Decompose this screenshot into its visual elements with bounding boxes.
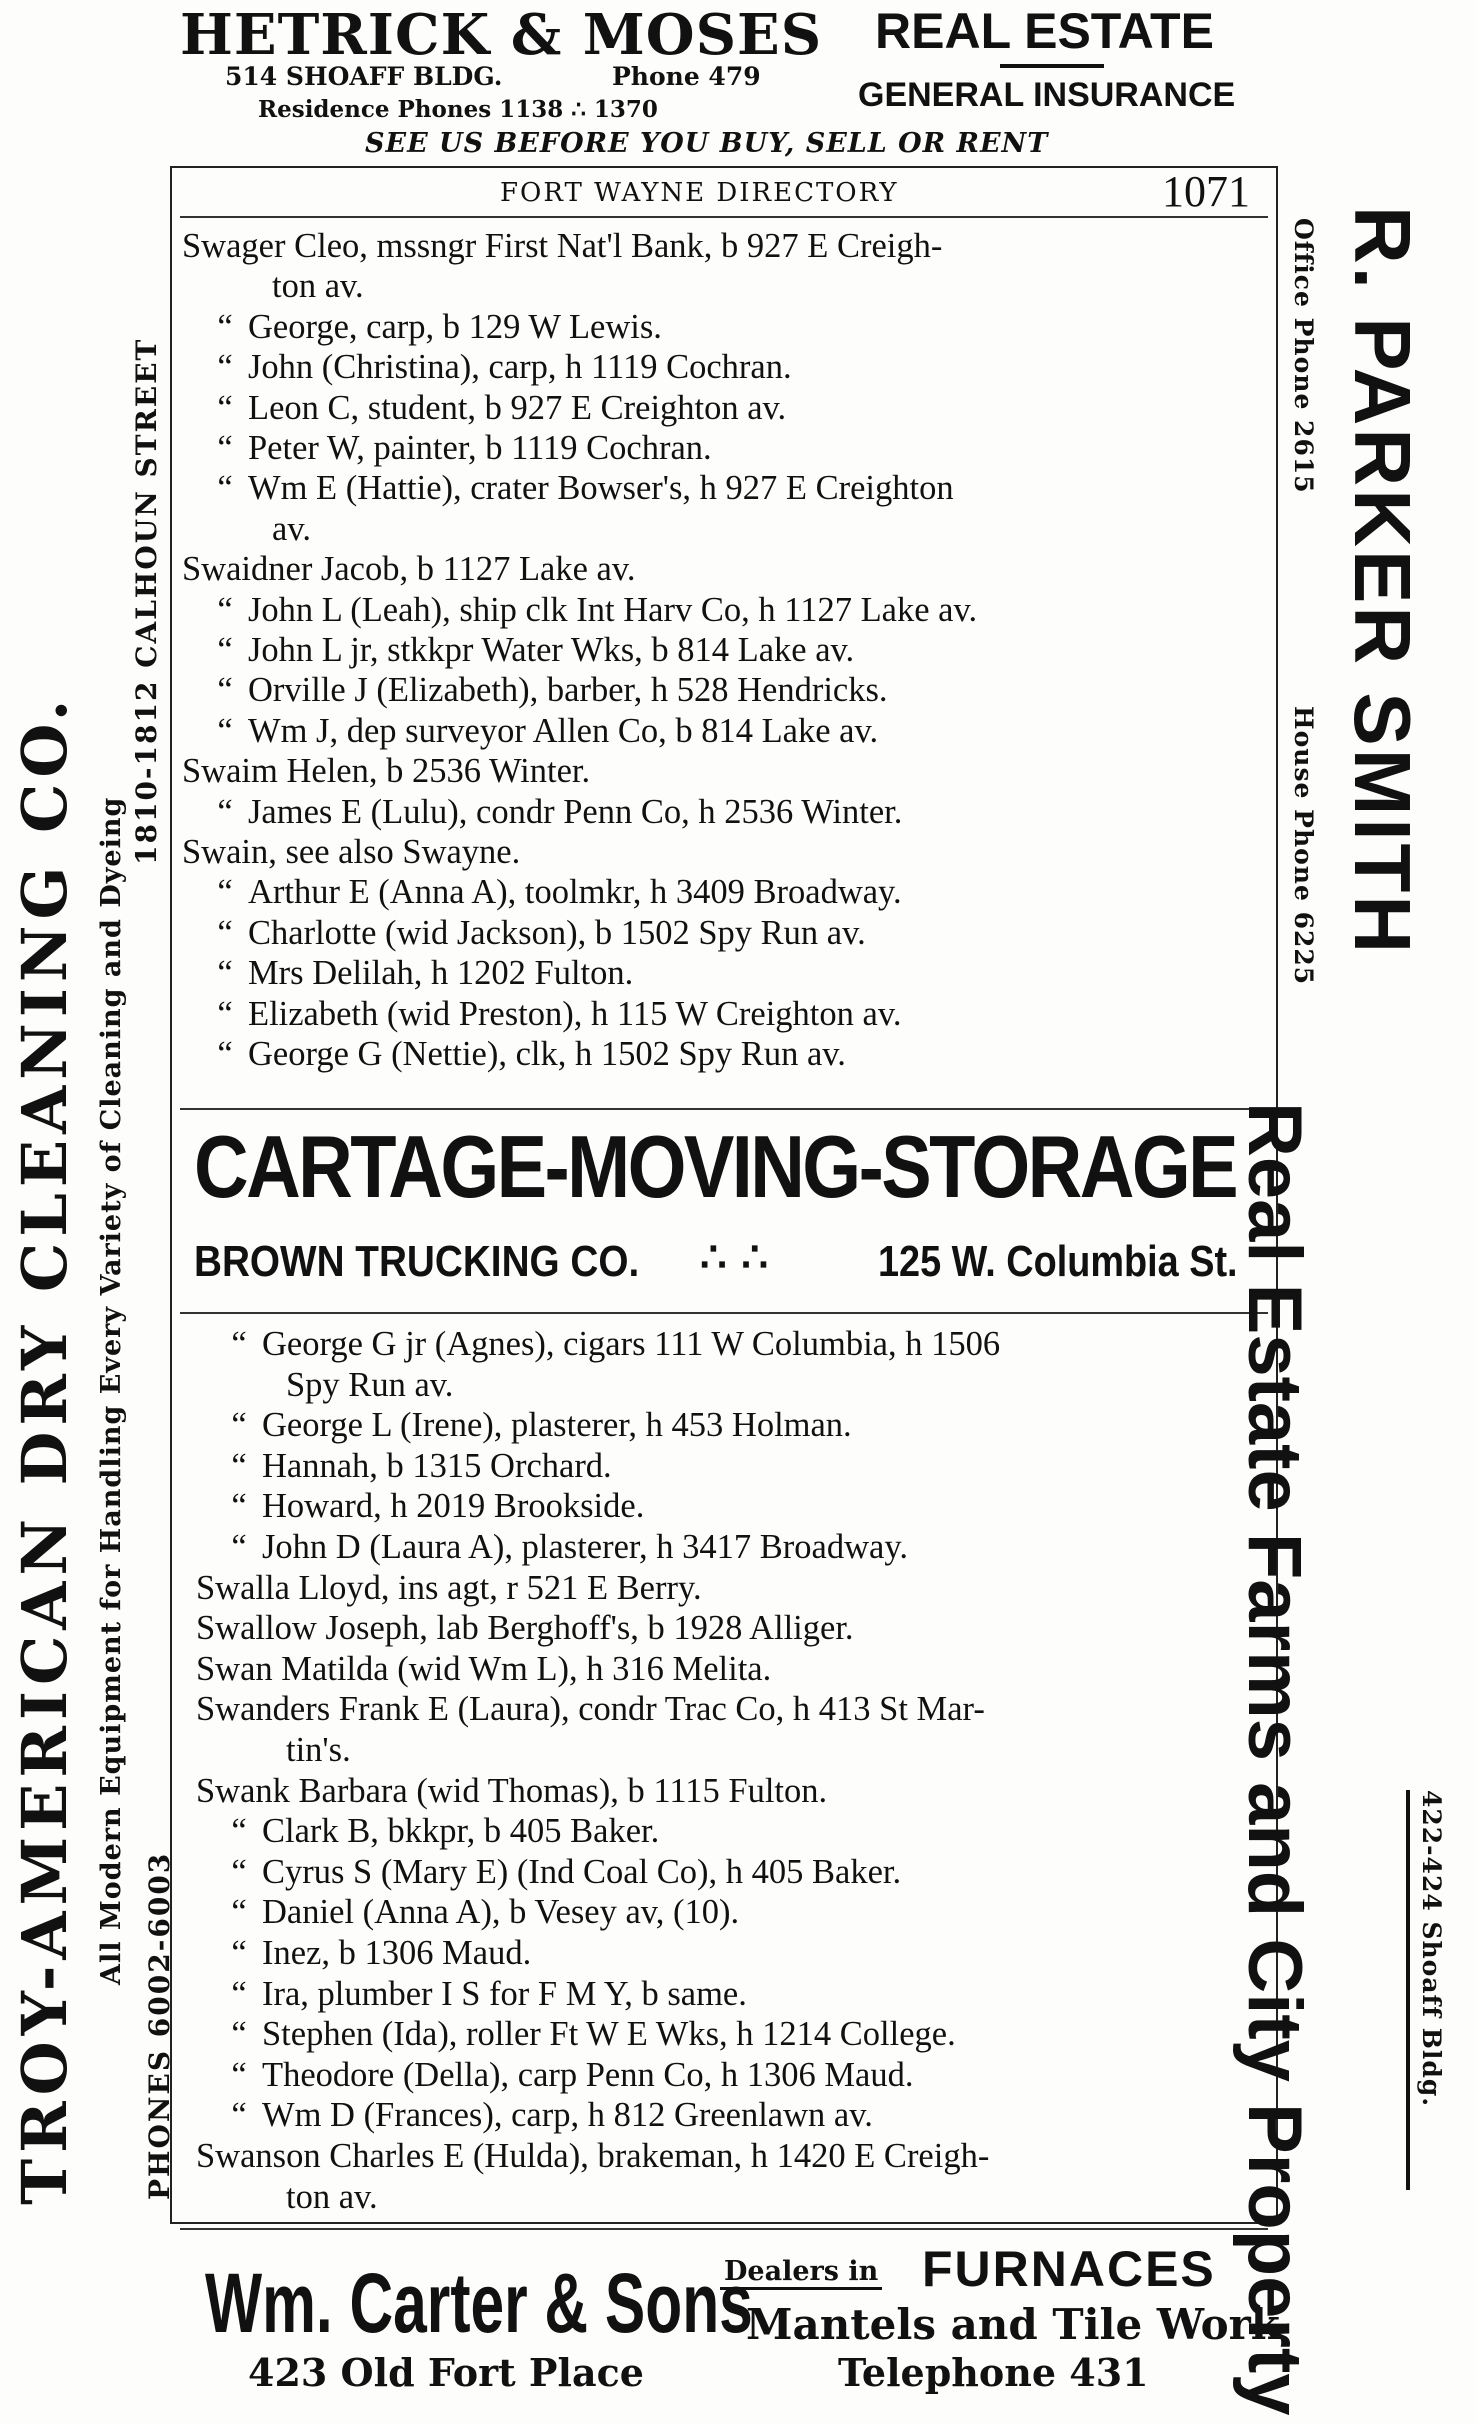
entry-text: John L jr, stkkpr Water Wks, b 814 Lake av.: [248, 631, 855, 669]
directory-entry: [202, 953, 633, 993]
ditto-mark: “: [217, 792, 233, 831]
entry-text: John L (Leah), ship clk Int Harv Co, h 1127 Lake av.: [248, 590, 978, 629]
bottom-ad-product-sub: Mantels and Tile Work: [746, 2300, 1280, 2349]
ditto-mark: “: [217, 954, 233, 993]
directory-entry: [202, 913, 866, 953]
ditto-mark: “: [231, 2055, 247, 2094]
entry-text: Hannah, b 1315 Orchard.: [262, 1446, 612, 1485]
directory-entry: [196, 1649, 771, 1689]
entry-text: ton av.: [272, 267, 364, 306]
ditto-mark: “: [231, 1406, 247, 1445]
bottom-ad-product: FURNACES: [922, 2241, 1216, 2297]
ditto-mark: “: [231, 2015, 247, 2054]
ditto-mark: “: [231, 1487, 247, 1526]
directory-entry: [202, 792, 902, 832]
entry-text: George G (Nettie), clk, h 1502 Spy Run av.: [248, 1035, 846, 1073]
entry-text: John D (Laura A), plasterer, h 3417 Broadway.: [262, 1528, 908, 1566]
directory-entry: [202, 347, 792, 387]
right-ad-house-phone: House Phone 6225: [1289, 706, 1318, 986]
header-rule: [180, 216, 1268, 218]
left-ad-name: TROY-AMERICAN DRY CLEANING CO.: [8, 693, 81, 2205]
directory-entry: [182, 832, 520, 872]
directory-entry: [272, 509, 311, 549]
entry-text: James E (Lulu), condr Penn Co, h 2536 Winter.: [248, 792, 903, 831]
directory-entry: [182, 751, 590, 791]
directory-entry: [202, 468, 954, 508]
ditto-mark: “: [217, 307, 233, 346]
entry-text: tin's.: [286, 1731, 351, 1769]
entry-text: Swanders Frank E (Laura), condr Trac Co, h 413 St Mar-: [196, 1690, 985, 1729]
right-ad-rule: [1406, 1790, 1410, 2190]
directory-entry: [196, 1568, 702, 1608]
directory-entry: [202, 630, 854, 670]
entry-text: Inez, b 1306 Maud.: [262, 1934, 532, 1972]
ad-rule-bottom: [180, 1312, 1268, 1314]
ditto-mark: “: [231, 1325, 247, 1363]
directory-entry: [216, 1811, 659, 1851]
directory-entry: [202, 307, 662, 347]
entry-text: Swalla Lloyd, ins agt, r 521 E Berry.: [196, 1568, 702, 1607]
directory-entry: [286, 1365, 453, 1405]
directory-entry: [216, 1486, 644, 1526]
ad-rule-top: [180, 1108, 1268, 1110]
left-ad-equipment: All Modern Equipment for Handling Every Variety of Cleaning and Dyeing: [96, 796, 127, 1985]
middle-ad-title: CARTAGE-MOVING-STORAGE: [194, 1117, 1237, 1216]
entry-text: Leon C, student, b 927 E Creighton av.: [248, 388, 787, 427]
directory-entry: [202, 711, 878, 751]
entry-text: Stephen (Ida), roller Ft W E Wks, h 1214 College.: [262, 2015, 956, 2054]
entry-text: Spy Run av.: [286, 1365, 454, 1404]
ditto-mark: “: [231, 1974, 247, 2013]
advertiser-address: 514 SHOAFF BLDG.: [225, 62, 503, 91]
directory-entry: [196, 1608, 854, 1648]
advertiser-residence-phones: Residence Phones 1138 ∴ 1370: [258, 96, 658, 123]
directory-entry: [202, 590, 977, 630]
page-number: 1071: [1162, 167, 1250, 216]
directory-entry: [196, 2136, 989, 2176]
ditto-mark: “: [217, 348, 233, 387]
directory-entry: [272, 266, 364, 306]
right-ad-office-phone: Office Phone 2615: [1289, 218, 1318, 494]
ditto-mark: “: [217, 873, 233, 912]
entry-text: George L (Irene), plasterer, h 453 Holman.: [262, 1406, 852, 1445]
right-ad-name: R. PARKER SMITH: [1338, 206, 1427, 957]
page-header-label: FORT WAYNE DIRECTORY: [500, 178, 899, 208]
entry-text: Wm E (Hattie), crater Bowser's, h 927 E Creighton: [248, 469, 954, 508]
directory-entry: [182, 549, 635, 589]
entry-text: Peter W, painter, b 1119 Cochran.: [248, 429, 712, 467]
middle-ad-address: 125 W. Columbia St.: [878, 1237, 1238, 1286]
ditto-mark: “: [231, 1893, 247, 1932]
ditto-mark: “: [217, 1035, 233, 1073]
entry-text: Cyrus S (Mary E) (Ind Coal Co), h 405 Baker.: [262, 1852, 902, 1891]
directory-entry: [182, 226, 942, 266]
left-ad-phones: PHONES 6002-6003: [143, 1851, 176, 2200]
bottom-ad-name: Wm. Carter & Sons: [205, 2256, 753, 2350]
ditto-mark: “: [217, 388, 233, 427]
directory-entry: [216, 2055, 914, 2095]
directory-entry: [202, 388, 786, 428]
directory-entry: [202, 872, 902, 912]
directory-entry: [216, 1527, 908, 1567]
entry-text: Ira, plumber I S for F M Y, b same.: [262, 1974, 747, 2013]
directory-entry: [216, 1446, 612, 1486]
ditto-mark: “: [231, 1934, 247, 1972]
entry-text: Swager Cleo, mssngr First Nat'l Bank, b 927 E Creigh-: [182, 227, 943, 265]
directory-entry: [202, 670, 888, 710]
entry-text: George G jr (Agnes), cigars 111 W Columbia, h 1506: [262, 1325, 1001, 1363]
directory-entry: [216, 2014, 956, 2054]
entry-text: Wm D (Frances), carp, h 812 Greenlawn av.: [262, 2096, 873, 2135]
directory-entry: [202, 994, 901, 1034]
entry-text: ton av.: [286, 2177, 378, 2216]
ditto-mark: “: [217, 913, 233, 952]
ditto-mark: “: [217, 429, 233, 467]
entry-text: Swaidner Jacob, b 1127 Lake av.: [182, 550, 636, 589]
directory-entry: [202, 1034, 846, 1074]
directory-entry: [216, 1324, 1000, 1364]
entry-text: John (Christina), carp, h 1119 Cochran.: [248, 348, 792, 387]
entry-text: Swallow Joseph, lab Berghoff's, b 1928 Alliger.: [196, 1609, 854, 1648]
entry-text: Howard, h 2019 Brookside.: [262, 1487, 645, 1526]
ditto-mark: “: [217, 711, 233, 750]
left-ad-street: 1810-1812 CALHOUN STREET: [130, 337, 163, 865]
entry-text: Orville J (Elizabeth), barber, h 528 Hendricks.: [248, 671, 888, 710]
ditto-mark: “: [231, 1528, 247, 1566]
advertiser-service-sub: GENERAL INSURANCE: [858, 76, 1236, 114]
entry-text: Arthur E (Anna A), toolmkr, h 3409 Broadway.: [248, 873, 902, 912]
entry-text: Clark B, bkkpr, b 405 Baker.: [262, 1812, 660, 1851]
bottom-ad-telephone: Telephone 431: [838, 2350, 1149, 2395]
entry-text: Swan Matilda (wid Wm L), h 316 Melita.: [196, 1649, 772, 1688]
ditto-mark: “: [217, 469, 233, 508]
entry-text: Elizabeth (wid Preston), h 115 W Creighton av.: [248, 994, 902, 1033]
ditto-mark: “: [217, 631, 233, 669]
right-ad-business: Real Estate Farms and City Property: [1232, 1102, 1317, 2416]
ditto-mark: “: [231, 1812, 247, 1851]
middle-ad-company: BROWN TRUCKING CO.: [194, 1237, 640, 1286]
ditto-mark: “: [231, 2096, 247, 2135]
directory-entry: [196, 1771, 827, 1811]
directory-entry: [216, 1974, 747, 2014]
ditto-mark: “: [231, 1446, 247, 1485]
entry-text: Daniel (Anna A), b Vesey av, (10).: [262, 1893, 740, 1932]
bottom-ad-dealers: Dealers in: [720, 2256, 882, 2290]
ditto-mark: “: [231, 1852, 247, 1891]
directory-entry: [286, 1730, 351, 1770]
bottom-ad-address: 423 Old Fort Place: [248, 2350, 644, 2395]
entry-text: Theodore (Della), carp Penn Co, h 1306 Maud.: [262, 2055, 914, 2094]
advertiser-service: REAL ESTATE: [875, 3, 1214, 59]
directory-entry: [216, 1933, 531, 1973]
entry-text: Swank Barbara (wid Thomas), b 1115 Fulton.: [196, 1771, 828, 1810]
directory-entry: [216, 1892, 739, 1932]
entry-text: Mrs Delilah, h 1202 Fulton.: [248, 954, 634, 993]
footer-rule: [180, 2228, 1268, 2230]
advertiser-slogan: SEE US BEFORE YOU BUY, SELL OR RENT: [365, 128, 1049, 159]
directory-entry: [216, 1852, 901, 1892]
ditto-mark: “: [217, 671, 233, 710]
advertiser-phone: Phone 479: [612, 62, 761, 91]
ditto-mark: “: [217, 994, 233, 1033]
divider: [1000, 64, 1104, 68]
ditto-mark: “: [217, 590, 233, 629]
advertiser-name: HETRICK & MOSES: [180, 2, 823, 68]
entry-text: av.: [272, 509, 311, 548]
entry-text: Swaim Helen, b 2536 Winter.: [182, 752, 591, 791]
entry-text: Charlotte (wid Jackson), b 1502 Spy Run av.: [248, 913, 866, 952]
middle-ad-dots: ∴ ∴: [700, 1232, 769, 1281]
directory-entry: [216, 1405, 852, 1445]
directory-entry: [202, 428, 712, 468]
entry-text: Wm J, dep surveyor Allen Co, b 814 Lake av.: [248, 711, 879, 750]
directory-entry: [216, 2095, 873, 2135]
directory-entry: [286, 2177, 378, 2217]
entry-text: George, carp, b 129 W Lewis.: [248, 307, 662, 346]
entry-text: Swanson Charles E (Hulda), brakeman, h 1420 E Creigh-: [196, 2137, 990, 2175]
right-ad-address: 422-424 Shoaff Bldg.: [1417, 1790, 1446, 2108]
entry-text: Swain, see also Swayne.: [182, 833, 521, 871]
directory-entry: [196, 1689, 985, 1729]
